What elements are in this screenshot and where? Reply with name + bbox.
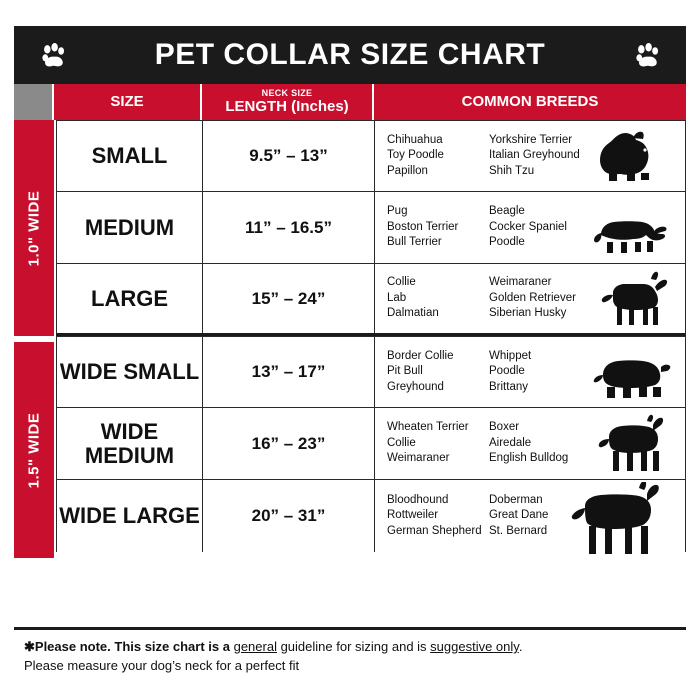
column-header-length-sub: NECK SIZE <box>261 87 313 98</box>
breed-name: Great Dane <box>489 509 549 522</box>
footnote-underline-general: general <box>233 639 277 654</box>
breed-name: Pug <box>387 205 408 218</box>
table-row <box>56 480 686 552</box>
breeds-left-column <box>387 420 489 467</box>
footnote-text-a: ✱Please note. This size chart is a <box>24 639 234 654</box>
cell-size: SMALL <box>57 121 203 191</box>
small-fluffy-dog-silhouette <box>583 123 679 189</box>
breed-name: Chihuahua <box>387 133 443 146</box>
footnote-line-2: Please measure your dog’s neck for a perfect fit <box>24 657 300 673</box>
breed-name: Rottweiler <box>387 509 439 522</box>
breed-name: Collie <box>387 436 416 449</box>
breeds-left-column <box>387 349 489 396</box>
table-row <box>56 336 686 408</box>
doberman-silhouette <box>563 482 683 558</box>
breed-name: Poodle <box>489 236 525 249</box>
paw-icon <box>40 42 66 68</box>
size-chart-table <box>14 84 686 627</box>
column-header-breeds: COMMON BREEDS <box>374 84 686 120</box>
breeds-right-column <box>489 133 591 180</box>
cell-breeds <box>375 121 685 191</box>
standing-dog-silhouette <box>583 265 679 331</box>
breed-name: Shih Tzu <box>489 164 535 177</box>
breed-name: Collie <box>387 276 416 289</box>
breeds-left-column <box>387 493 489 540</box>
breed-name: Italian Greyhound <box>489 149 580 162</box>
breed-name: Golden Retriever <box>489 291 576 304</box>
breed-name: Poodle <box>489 365 525 378</box>
breeds-right-column <box>489 349 591 396</box>
breed-name: Boston Terrier <box>387 220 459 233</box>
cell-length: 11” – 16.5” <box>203 192 375 263</box>
group-label-text: 1.5" WIDE <box>25 412 43 488</box>
beagle-silhouette <box>583 195 679 261</box>
breeds-left-column <box>387 204 489 251</box>
cell-size: WIDE LARGE <box>57 480 203 552</box>
chart-header <box>14 26 686 84</box>
column-header-length-main: LENGTH (Inches) <box>225 98 349 116</box>
breed-name: Weimaraner <box>489 276 552 289</box>
breed-name: Airedale <box>489 436 532 449</box>
breed-name: Greyhound <box>387 380 444 393</box>
breed-name: Papillon <box>387 164 428 177</box>
column-header-size: SIZE <box>54 84 202 120</box>
group-label-text: 1.0" WIDE <box>25 190 43 266</box>
footnote-underline-suggestive: suggestive only <box>430 639 519 654</box>
breeds-left-column <box>387 275 489 322</box>
group-label-1-5-wide <box>14 342 54 558</box>
cell-breeds <box>375 192 685 263</box>
breeds-right-column <box>489 204 591 251</box>
column-header-length <box>202 84 374 120</box>
breed-name: German Shepherd <box>387 524 482 537</box>
breed-name: Siberian Husky <box>489 307 567 320</box>
breed-name: Toy Poodle <box>387 149 444 162</box>
corner-cell <box>14 84 54 120</box>
footnote-line-1 <box>24 638 676 657</box>
breed-name: Wheaten Terrier <box>387 421 469 434</box>
table-rows <box>56 120 686 552</box>
cell-length: 20” – 31” <box>203 480 375 552</box>
breed-name: Pit Bull <box>387 365 423 378</box>
breeds-right-column <box>489 275 591 322</box>
breed-name: Bloodhound <box>387 493 449 506</box>
group-label-1-0-wide <box>14 120 54 339</box>
breeds-left-column <box>387 133 489 180</box>
breed-name: Whippet <box>489 349 532 362</box>
cell-length: 15” – 24” <box>203 264 375 333</box>
table-row <box>56 192 686 264</box>
breed-name: Cocker Spaniel <box>489 220 567 233</box>
breed-name: Brittany <box>489 380 528 393</box>
table-body <box>14 120 686 627</box>
cell-size: WIDE MEDIUM <box>57 408 203 479</box>
cell-breeds <box>375 480 685 552</box>
cell-breeds <box>375 337 685 407</box>
breed-name: Dalmatian <box>387 307 439 320</box>
boxer-silhouette <box>583 411 679 477</box>
breed-name: Border Collie <box>387 349 454 362</box>
bulldog-silhouette <box>583 339 679 405</box>
breed-name: Yorkshire Terrier <box>489 133 573 146</box>
cell-breeds <box>375 264 685 333</box>
table-header-row <box>14 84 686 120</box>
table-row <box>56 120 686 192</box>
cell-length: 9.5” – 13” <box>203 121 375 191</box>
paw-icon <box>634 42 660 68</box>
breed-name: English Bulldog <box>489 452 569 465</box>
footnote <box>14 627 686 686</box>
breed-name: Doberman <box>489 493 543 506</box>
table-row <box>56 264 686 336</box>
page-title: PET COLLAR SIZE CHART <box>154 38 546 71</box>
breed-name: St. Bernard <box>489 524 548 537</box>
breed-name: Boxer <box>489 421 520 434</box>
breeds-right-column <box>489 420 591 467</box>
cell-size: LARGE <box>57 264 203 333</box>
footnote-text-c: . <box>518 639 523 654</box>
breed-name: Weimaraner <box>387 452 450 465</box>
cell-size: MEDIUM <box>57 192 203 263</box>
cell-size: WIDE SMALL <box>57 337 203 407</box>
breed-name: Lab <box>387 291 407 304</box>
cell-breeds <box>375 408 685 479</box>
cell-length: 13” – 17” <box>203 337 375 407</box>
cell-length: 16” – 23” <box>203 408 375 479</box>
breed-name: Bull Terrier <box>387 236 442 249</box>
table-row <box>56 408 686 480</box>
breed-name: Beagle <box>489 205 525 218</box>
footnote-text-b: guideline for sizing and is <box>276 639 431 654</box>
